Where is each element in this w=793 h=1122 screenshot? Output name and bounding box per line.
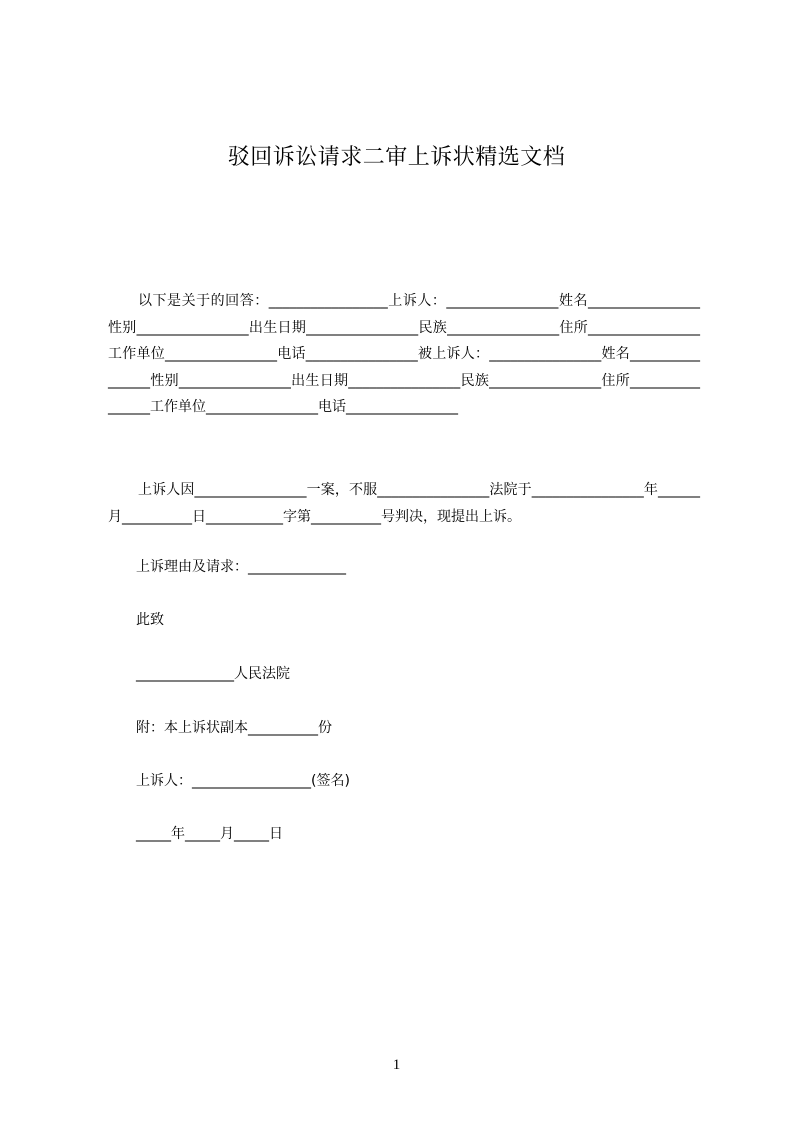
attachment-copies-line: 附：本上诉状副本__________份 xyxy=(136,720,332,736)
salutation: 此致 xyxy=(136,612,164,628)
date-line: _____年_____月_____日 xyxy=(136,826,283,842)
document-title: 驳回诉讼请求二审上诉状精选文档 xyxy=(227,145,566,170)
court-name-line: ______________人民法院 xyxy=(136,666,290,682)
party-information-paragraph: 以下是关于的回答：_________________上诉人：________________姓名________________性别________________出生日期________________民族________________住所________________工作单位________________电话________________被上诉人：________________姓名________________性别________________出生日期________________民族________________住所________________工作单位________________电话________________ xyxy=(108,293,700,415)
appeal-reasons-line: 上诉理由及请求：______________ xyxy=(136,559,346,575)
case-appeal-paragraph: 上诉人因________________一案，不服________________法院于________________年______月__________日___________字第__________号判决，现提出上诉。 xyxy=(108,482,700,525)
appellant-signature-line: 上诉人：_________________(签名) xyxy=(136,773,350,789)
page-number: 1 xyxy=(392,1057,401,1073)
